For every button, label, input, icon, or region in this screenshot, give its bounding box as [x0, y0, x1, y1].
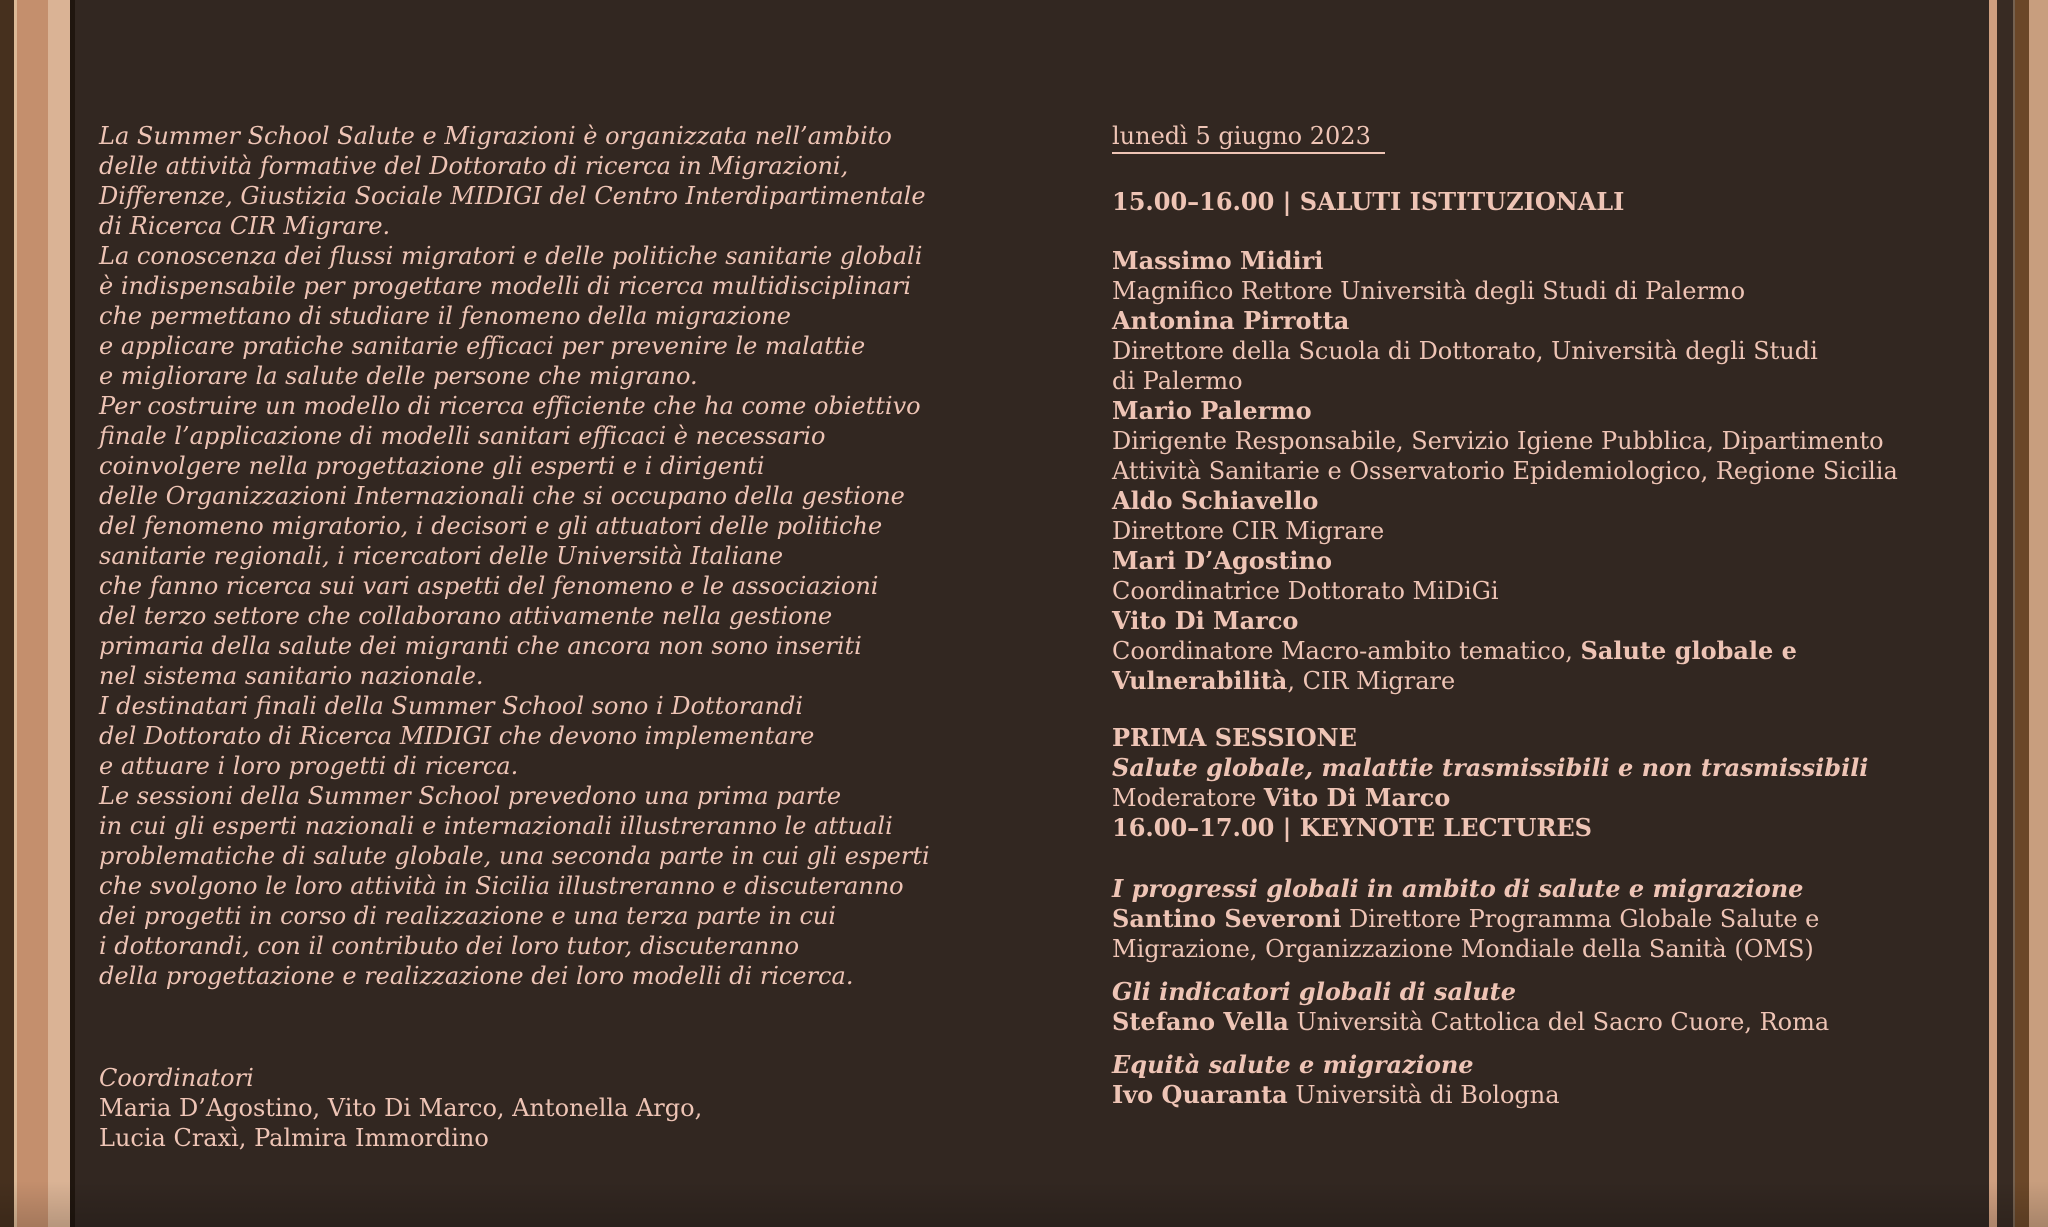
lecture-title: Equità salute e migrazione [1112, 1050, 1474, 1079]
left-page-edge-decoration [0, 0, 75, 1227]
coordinators-names: Maria D’Agostino, Vito Di Marco, Antonella Argo, Lucia Craxì, Palmira Immordino [99, 1094, 703, 1152]
lecture-speaker-line [1112, 1080, 1988, 1110]
page-edge-stripe [70, 0, 75, 1227]
lecture-item [1112, 874, 1988, 964]
lecture-item [1112, 1050, 1988, 1110]
speaker-role: Magnifico Rettore Università degli Studi di Palermo [1112, 277, 1746, 305]
speaker-role: Dirigente Responsabile, Servizio Igiene Pubblica, Dipartimento Attività Sanitarie e Osservatorio Epidemiologico, Regione Sicilia [1112, 427, 1898, 485]
date-heading [1112, 121, 1988, 154]
page-edge-stripe [1989, 0, 1997, 1227]
speaker-name: Vito Di Marco [1112, 606, 1299, 635]
lecture-speaker-affiliation: Università Cattolica del Sacro Cuore, Roma [1288, 1008, 1830, 1036]
lecture-title: I progressi globali in ambito di salute e migrazione [1112, 874, 1804, 903]
page-edge-stripe [2015, 0, 2029, 1227]
speaker-role: Coordinatrice Dottorato MiDiGi [1112, 577, 1499, 605]
page-edge-stripe [17, 0, 48, 1227]
page-edge-stripe [48, 0, 70, 1227]
speakers-list [1112, 246, 1988, 696]
speaker-name: Mario Palermo [1112, 396, 1312, 425]
speaker-name: Mari D’Agostino [1112, 546, 1332, 575]
lecture-speaker-line [1112, 1007, 1988, 1037]
page-edge-stripe [2029, 0, 2048, 1227]
moderator-label: Moderatore [1112, 784, 1264, 812]
page-edge-stripe [1997, 0, 2013, 1227]
speaker-role-text: , CIR Migrare [1287, 667, 1456, 695]
speaker-role-highlight: Salute globale e Vulnerabilità [1112, 636, 1797, 695]
lecture-item [1112, 977, 1988, 1037]
coordinators-label: Coordinatori [99, 1064, 254, 1092]
speaker-name: Massimo Midiri [1112, 246, 1324, 275]
bottom-shadow [0, 1181, 2048, 1227]
lecture-speaker-name: Stefano Vella [1112, 1007, 1289, 1036]
coordinators-block [99, 1063, 1099, 1153]
moderator-line [1112, 783, 1988, 813]
keynote-header: 16.00–17.00 | KEYNOTE LECTURES [1112, 813, 1593, 842]
lecture-speaker-affiliation: Università di Bologna [1287, 1081, 1560, 1109]
intro-column [99, 121, 1099, 1153]
speaker-name: Antonina Pirrotta [1112, 306, 1350, 335]
first-session-block [1112, 723, 1988, 843]
lecture-speaker-line [1112, 904, 1988, 964]
speaker-name: Aldo Schiavello [1112, 486, 1319, 515]
lecture-speaker-name: Santino Severoni [1112, 904, 1342, 933]
first-session-title: PRIMA SESSIONE [1112, 723, 1357, 752]
speaker-role: Direttore CIR Migrare [1112, 517, 1385, 545]
lectures-list [1112, 874, 1988, 1110]
lecture-speaker-affiliation: Direttore Programma Globale Salute e Migrazione, Organizzazione Mondiale della Sanità (OMS) [1112, 905, 1820, 963]
session-1-header: 15.00–16.00 | SALUTI ISTITUZIONALI [1112, 187, 1625, 216]
speaker-role-text: Coordinatore Macro-ambito tematico, [1112, 637, 1581, 665]
program-column [1112, 121, 1988, 1123]
speaker-role: Direttore della Scuola di Dottorato, Università degli Studi di Palermo [1112, 337, 1818, 395]
speaker-role [1112, 636, 1988, 696]
page-edge-stripe [0, 0, 14, 1227]
lecture-title: Gli indicatori globali di salute [1112, 977, 1516, 1006]
date-text: lunedì 5 giugno 2023 [1112, 121, 1385, 154]
lecture-speaker-name: Ivo Quaranta [1112, 1080, 1288, 1109]
intro-text: La Summer School Salute e Migrazioni è organizzata nell’ambito delle attività formative del Dottorato di ricerca in Migrazioni, Differenze, Giustizia Sociale MIDIGI del Centro Interdipartimentale di Ricerca CIR Migrare. La conoscenza dei flussi migratori e delle politiche sanitarie globali è indispensabile per progettare modelli di ricerca multidisciplinari che permettano di studiare il fenomeno della migrazione e applicare pratiche sanitarie efficaci per prevenire le malattie e migliorare la salute delle persone che migrano. Per costruire un modello di ricerca efficiente che ha come obiettivo finale l’applicazione di modelli sanitari efficaci è necessario coinvolgere nella progettazione gli esperti e i dirigenti delle Organizzazioni Internazionali che si occupano della gestione del fenomeno migratorio, i decisori e gli attuatori delle politiche sanitarie regionali, i ricercatori delle Università Italiane che fanno ricerca sui vari aspetti del fenomeno e le associazioni del terzo settore che collaborano attivamente nella gestione primaria della salute dei migranti che ancora non sono inseriti nel sistema sanitario nazionale. I destinatari finali della Summer School sono i Dottorandi del Dottorato di Ricerca MIDIGI che devono implementare e attuare i loro progetti di ricerca. Le sessioni della Summer School prevedono una prima parte in cui gli esperti nazionali e internazionali illustreranno le attuali problematiche di salute globale, una seconda parte in cui gli esperti che svolgono le loro attività in Sicilia illustreranno e discuteranno dei progetti in corso di realizzazione e una terza parte in cui i dottorandi, con il contributo dei loro tutor, discuteranno della progettazione e realizzazione dei loro modelli di ricerca. [99, 122, 930, 990]
moderator-name: Vito Di Marco [1263, 783, 1451, 812]
right-page-edge-decoration [1989, 0, 2048, 1227]
first-session-subtitle: Salute globale, malattie trasmissibili e non trasmissibili [1112, 753, 1869, 782]
